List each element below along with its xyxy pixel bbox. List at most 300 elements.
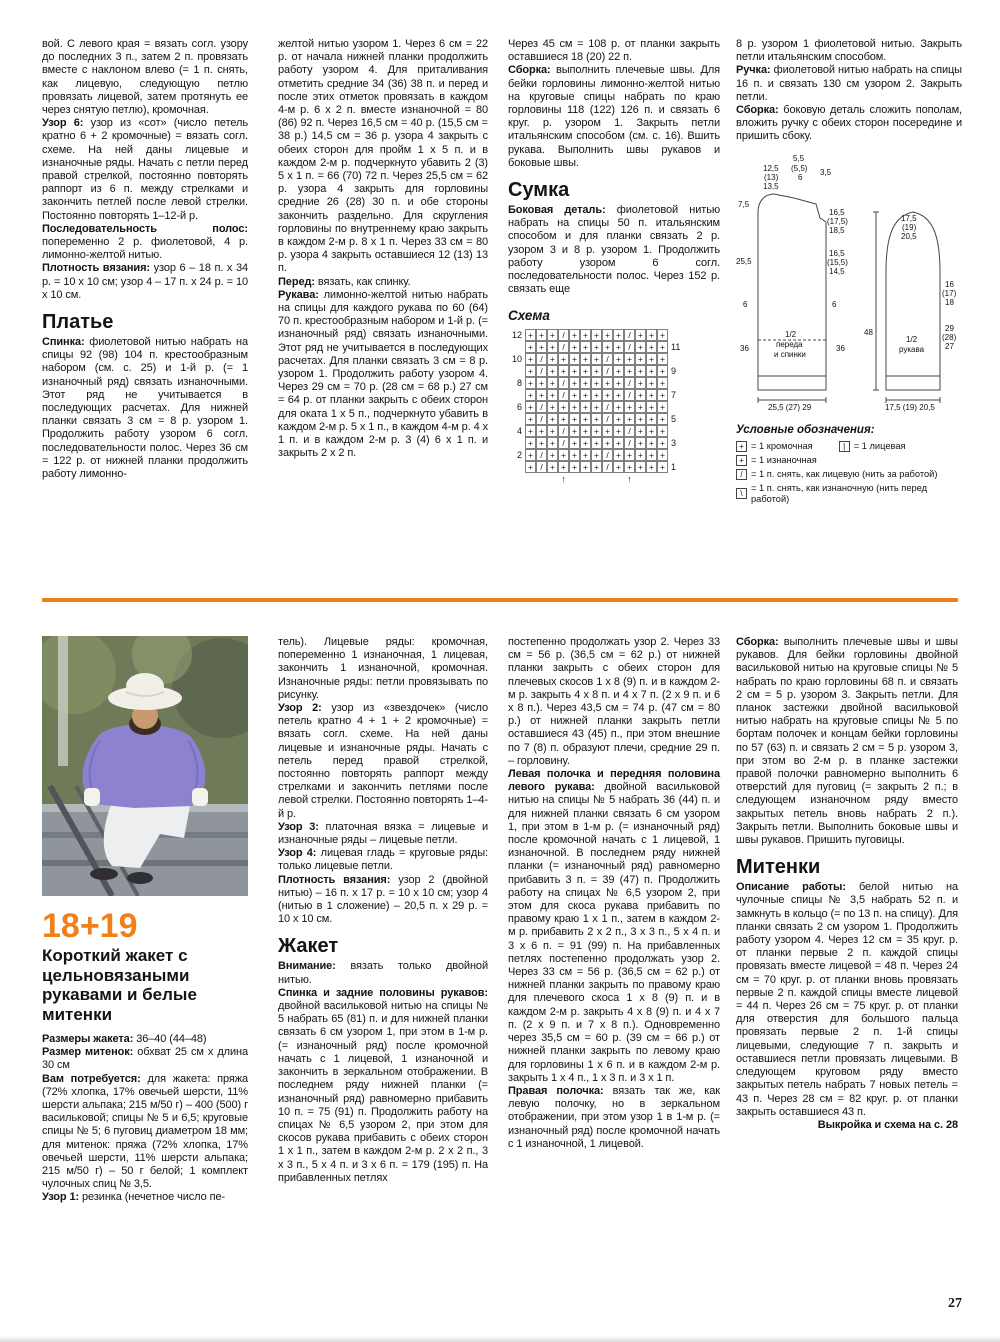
chart-row-number-right: 9	[671, 366, 677, 377]
measurement-label: 1/2	[906, 334, 918, 344]
chart-row	[510, 401, 720, 413]
paragraph-lead: Плотность вязания:	[278, 873, 391, 886]
photo-mitt	[84, 788, 100, 806]
chart-cell: /	[624, 329, 635, 341]
chart-cell: /	[602, 401, 613, 413]
chart-cell: +	[525, 353, 536, 365]
measurement-label: 36	[836, 343, 845, 353]
chart-cell: +	[624, 413, 635, 425]
chart-arrow-pad	[510, 474, 525, 486]
chart-row	[510, 329, 720, 341]
section-divider	[42, 598, 958, 602]
chart-cell: +	[547, 413, 558, 425]
chart-row	[510, 437, 720, 449]
chart-cell: +	[635, 341, 646, 353]
paragraph: Спинка и задние половины рукавов: двойной васильковой нитью на спицы № 5 набрать 65 (81) п. и для нижней планки связать 6 см узором 1, при этом в 1-м р. (= изнаночный ряд) после кромочной начать с 1 лицевой, 1 изнаночной и закончить в зеркальном отображении. В последнем ряду нижней планки (= изнаночный ряд) равномерно прибавить 10 п. = 75 (91) п. Продолжить работу на спицах № 6,5 узором 2, при этом для скосов рукава прибавить с обеих сторон 1 х 1 п., затем в каждом 2-м р. 2 х 2 п., 3 х 3 п., 5 х 4 п. и 3 х 6 п. = 179 (195) п. На прибавленных петлях	[278, 986, 488, 1184]
chart-cell: +	[569, 365, 580, 377]
photo-cardigan	[83, 724, 206, 808]
legend-symbol-icon: +	[736, 441, 747, 452]
paragraph: Спинка: фиолетовой нитью набрать на спицы 92 (98) 104 п. крестообразным набором (см. с. 25) и 1-й р. (= 1 изнаночный ряд) связать изнаночными. Этот ряд не учитывается в последующих расчетах. Для нижней планки связать 3 см = 8 р. узором 1. Продолжить работу узором 6 согл. последовательности полос. Через 36 см = 122 р. от нижней планки продолжить работу лимонно-	[42, 336, 248, 481]
chart-cell: +	[569, 437, 580, 449]
chart-row-number-right	[668, 449, 683, 461]
paragraph-lead: Узор 1:	[42, 1191, 80, 1204]
paragraph: Выкройка и схема на с. 28	[817, 1118, 958, 1131]
paragraph-lead: Узор 4:	[278, 847, 317, 860]
paragraph: Узор 3: платочная вязка = лицевые и изнаночные ряды – лицевые петли.	[278, 820, 488, 847]
chart-cell: +	[547, 365, 558, 377]
chart-cell: +	[657, 425, 668, 437]
paragraph: постепенно продолжать узор 2. Через 33 см = 56 р. (36,5 см = 62 р.) от нижней планки закрыть с обеих сторон для плечевых скосов 1 х 8 (9) п. и в каждом 2-м р. закрыть 4 х 8 п. и 4 х 7 п. (2 х 9 п. и 6 х 8 п.). Через 43,5 см = 74 р. (47 см = 80 р.) от нижней планки закрыть петли оставшиеся 43 (45) п., при этом внешние по 7 (8) п. образуют плечи, средние 29 п. – горловину.	[508, 636, 720, 767]
chart-cell: +	[569, 425, 580, 437]
chart-cell: +	[657, 329, 668, 341]
photo-shoe	[90, 868, 118, 880]
raport-arrow-icon	[536, 474, 547, 486]
chart-cell: +	[657, 377, 668, 389]
measurement-label: 36	[740, 343, 749, 353]
legend-label: = 1 изнаночная	[751, 454, 817, 465]
paragraph-lead: Описание работы:	[736, 881, 846, 894]
chart-row-number-left: 8	[516, 378, 522, 389]
chart-row	[510, 341, 720, 353]
chart-row-number-left	[510, 413, 525, 425]
chart-cell: +	[569, 329, 580, 341]
chart-cell: +	[580, 437, 591, 449]
paragraph: Размеры жакета: 36–40 (44–48)	[42, 1033, 207, 1045]
chart-row-number-left	[510, 437, 525, 449]
paragraph: Правая полочка: вязать так же, как левую полочку, но в зеркальном отображении, при этом узор 1 в 1-м р. (= изнаночный ряд) после кромочной начать с 1 изнаночной, 1 лицевой.	[508, 1084, 720, 1150]
chart-cell: /	[558, 329, 569, 341]
chart-cell: +	[635, 413, 646, 425]
legend-symbol-icon: +	[736, 455, 747, 466]
chart-cell: +	[591, 449, 602, 461]
chart-cell: +	[635, 437, 646, 449]
chart-cell: +	[613, 401, 624, 413]
chart-row-number-right	[668, 377, 683, 389]
chart-cell: /	[602, 365, 613, 377]
paragraph: Перед: вязать, как спинку.	[278, 275, 411, 288]
chart-row-number-right: 7	[671, 390, 677, 401]
measurement-label: 25,5 (27) 29	[768, 402, 812, 412]
chart-cell: /	[602, 353, 613, 365]
raport-arrow-icon	[580, 474, 591, 486]
chart-cell: +	[602, 437, 613, 449]
chart-cell: +	[580, 461, 591, 473]
paragraph: Узор 1: резинка (нечетное число пе-	[42, 1191, 226, 1204]
chart-row-number-right	[668, 425, 683, 437]
chart-cell: +	[547, 425, 558, 437]
chart-cell: +	[536, 377, 547, 389]
chart-cell: +	[580, 401, 591, 413]
paragraph-lead: Узор 3:	[278, 820, 319, 833]
chart-cell: +	[635, 389, 646, 401]
chart-cell: +	[591, 461, 602, 473]
legend-label: = 1 лицевая	[853, 440, 906, 451]
paragraph: Рукава: лимонно-желтой нитью набрать на спицы для каждого рукава по 60 (64) 70 п. крестообразным набором и 1-й р. (= изнаночный ряд) связать изнаночными. Этот ряд не учитывается в последующих расчетах. Для планки связать 3 см = 8 р. узором 1. Продолжить работу узором 4. Через 29 см = 70 р. (28 см = 68 р.) 27 см = 64 р. от планки закрыть с обеих сторон для оката 1 х 5 п., подчеркнуто убавить в каждом 2-м р. 5 х 1 п., в каждом 4-м р. 4 х 1 п. и в каждом 2-м р. 3 (4) 6 х 1 п. и закрыть 2 х 2 п.	[278, 288, 488, 460]
chart-cell: +	[591, 341, 602, 353]
measurement-label: 12,5	[763, 163, 779, 173]
raport-arrow-icon	[547, 474, 558, 486]
chart-cell: +	[646, 341, 657, 353]
measurement-label: 25,5	[736, 256, 752, 266]
chart-cell: +	[558, 449, 569, 461]
pattern-title: Короткий жакет с цельновязаными рукавами и белые митенки	[42, 946, 197, 1024]
schema-title: Схема	[508, 308, 550, 324]
chart-cell: +	[646, 401, 657, 413]
chart-cell: +	[591, 353, 602, 365]
schematic-front-back-piece	[758, 194, 826, 390]
paragraph-lead: Вам потребуется:	[42, 1072, 141, 1085]
paragraph-lead: Сборка:	[736, 104, 779, 117]
chart-row	[510, 461, 720, 473]
chart-cell: +	[646, 389, 657, 401]
measurement-label: 16,5	[829, 207, 845, 217]
chart-row-number-right	[668, 401, 683, 413]
paragraph-lead: Узор 2:	[278, 702, 322, 715]
chart-cell: +	[536, 341, 547, 353]
measurement-label: 13,5	[763, 181, 779, 191]
chart-cell: +	[558, 401, 569, 413]
raport-arrow-icon	[635, 474, 646, 486]
measurement-label: 1/2	[785, 329, 797, 339]
paragraph-lead: Спинка и задние половины рукавов:	[278, 986, 488, 999]
chart-row-number-right	[668, 353, 683, 365]
chart-cell: +	[602, 377, 613, 389]
measurement-label: и спинки	[774, 349, 806, 359]
chart-cell: /	[624, 389, 635, 401]
bottom-column-4	[736, 636, 958, 1132]
measurement-label: (19)	[902, 222, 917, 232]
raport-arrow-icon	[569, 474, 580, 486]
chart-cell: +	[580, 449, 591, 461]
chart-row	[510, 449, 720, 461]
chart-cell: +	[657, 401, 668, 413]
chart-cell: +	[657, 341, 668, 353]
chart-cell: +	[558, 365, 569, 377]
chart-cell: +	[624, 449, 635, 461]
chart-cell: +	[635, 353, 646, 365]
chart-row-number-left	[510, 389, 525, 401]
chart-cell: +	[580, 425, 591, 437]
chart-cell: /	[602, 461, 613, 473]
measurement-label: 16,5	[829, 248, 845, 258]
legend-label: = 1 кромочная	[751, 440, 813, 451]
chart-cell: +	[613, 341, 624, 353]
chart-row	[510, 425, 720, 437]
chart-cell: +	[569, 413, 580, 425]
paragraph: Сборка: выполнить плечевые швы и швы рукавов. Для бейки горловины двойной васильковой нитью на круговые спицы № 5 набрать по краю горловины 68 п. и связать 2 см = 5 р. узором 3. Закрыть петли. Для планок застежки двойной васильковой нитью набрать на круговые спицы № 5 по бортам полочек и концам бейки горловины по 57 (63) п. и связать 2 см = 5 р. узором 3, при этом во 2-м р. в планке застежки правой полочки равномерно выполнить 6 отверстий для пуговиц (= закрыть 2 п.; в следующем изнаночном ряду вместо закрытых петель вновь набрать 2 п.). Закрыть петли. Выполнить боковые швы и швы рукавов. Пришить пуговицы.	[736, 636, 958, 847]
chart-cell: +	[569, 389, 580, 401]
chart-cell: +	[569, 449, 580, 461]
paragraph-lead: Левая полочка и передняя половина левого рукава:	[508, 768, 720, 794]
paragraph-lead: Сборка:	[508, 64, 551, 77]
chart-cell: /	[624, 377, 635, 389]
paragraph: Ручка: фиолетовой нитью набрать на спицы 16 п. и связать 130 см узором 2. Закрыть петли.	[736, 64, 962, 103]
measurement-label: 17,5 (19) 20,5	[885, 402, 935, 412]
paragraph: Плотность вязания: узор 2 (двойной нитью) – 16 п. х 17 р. = 10 х 10 см; узор 4 (нитью в 1 сложение) – 20,5 п. х 29 р. = 10 х 10 см.	[278, 873, 488, 926]
pattern-photo	[42, 636, 248, 896]
chart-cell: +	[547, 377, 558, 389]
chart-row-number-left	[510, 341, 525, 353]
chart-row	[510, 377, 720, 389]
paragraph: Внимание: вязать только двойной нитью.	[278, 960, 488, 986]
chart-cell: +	[525, 389, 536, 401]
chart-cell: +	[602, 341, 613, 353]
top-column-2	[278, 38, 488, 461]
paragraph: Сборка: выполнить плечевые швы. Для бейки горловины лимонно-желтой нитью на круговые спицы набрать по краю горловины 118 (122) 126 п. и связать 6 круг. р. узором 1. Закрыть петли итальянским способом (см. с. 16). Вшить рукава. Выполнить швы рукавов и боковые швы.	[508, 64, 720, 169]
knitting-chart	[510, 329, 720, 486]
chart-cell: +	[525, 425, 536, 437]
chart-cell: +	[613, 461, 624, 473]
paragraph-lead: Рукава:	[278, 288, 319, 301]
chart-cell: /	[624, 341, 635, 353]
measurement-label: 14,5	[829, 266, 845, 276]
chart-cell: /	[536, 413, 547, 425]
chart-cell: +	[525, 341, 536, 353]
measurement-label: 6	[798, 172, 803, 182]
section-heading: Митенки	[736, 856, 821, 879]
section-heading: Жакет	[278, 935, 339, 958]
chart-cell: +	[580, 329, 591, 341]
chart-cell: /	[602, 413, 613, 425]
chart-cell: +	[536, 329, 547, 341]
chart-cell: +	[657, 449, 668, 461]
page-number: 27	[948, 1296, 962, 1311]
chart-cell: +	[580, 413, 591, 425]
paragraph: Описание работы: белой нитью на чулочные спицы № 3,5 набрать 52 п. и замкнуть в кольцо (= по 13 п. на спицу). Для планки связать 2 см узором 1. Продолжить работу узором 4. Через 12 см = 35 круг. р. от планки первые 2 п. каждой спицы провязать вместе лицевой = 48 п. Через 24 см = 70 круг. р. от планки вновь провязать первые 2 п. каждой спицы вместе лицевой = 44 п. Через 26 см = 75 круг. р. от планки для отверстия для большого пальца провязать первые 2 п. 1-й спицы лицевыми, следующие 7 п. закрыть и оставшиеся петли провязать лицевыми. В следующем круговом ряду вместо закрытых петель набрать 7 новых петель = 43 п. Через 28 см = 82 круг. р. от планки закрыть оставшиеся 43 п.	[736, 881, 958, 1118]
chart-cell: +	[580, 377, 591, 389]
chart-cell: +	[602, 389, 613, 401]
chart-cell: /	[624, 425, 635, 437]
legend-symbol-icon: |	[839, 441, 850, 452]
legend-title: Условные обозначения:	[736, 423, 875, 436]
chart-cell: +	[591, 389, 602, 401]
chart-cell: +	[613, 353, 624, 365]
chart-cell: +	[613, 365, 624, 377]
chart-cell: +	[657, 389, 668, 401]
bottom-column-1	[42, 636, 248, 1205]
chart-cell: +	[646, 365, 657, 377]
chart-cell: +	[591, 377, 602, 389]
chart-cell: +	[635, 401, 646, 413]
chart-cell: +	[591, 437, 602, 449]
chart-cell: +	[613, 449, 624, 461]
chart-cell: +	[525, 377, 536, 389]
measurement-label: 5,5	[793, 153, 805, 163]
chart-row-number-right: 11	[671, 342, 681, 353]
legend-row	[736, 469, 962, 480]
measurement-label: 27	[945, 341, 954, 351]
raport-arrow-icon	[525, 474, 536, 486]
chart-cell: +	[613, 389, 624, 401]
chart-cell: +	[569, 341, 580, 353]
chart-cell: +	[547, 461, 558, 473]
measurement-label: (28)	[942, 332, 957, 342]
paragraph: Узор 2: узор из «звездочек» (число петель кратно 4 + 1 + 2 кромочные) = вязать согл. схеме. На ней даны лицевые и изнаночные ряды. Начать с петель перед правой стрелкой, постоянно повторять раппорт между стрелками и закончить петлями после левой стрелки. Постоянно повторять 1–4-й р.	[278, 702, 488, 820]
paragraph: Узор 4: лицевая гладь = круговые ряды: только лицевые петли.	[278, 847, 488, 873]
measurement-label: 18	[945, 297, 954, 307]
raport-arrow-icon	[657, 474, 668, 486]
chart-cell: +	[646, 329, 657, 341]
chart-cell: +	[613, 437, 624, 449]
page-edge-shadow	[0, 1336, 1000, 1342]
chart-cell: +	[547, 389, 558, 401]
legend	[736, 424, 962, 505]
measurement-label: 17,5	[901, 213, 917, 223]
paragraph: 8 р. узором 1 фиолетовой нитью. Закрыть петли итальянским способом.	[736, 38, 962, 64]
paragraph-lead: Сборка:	[736, 636, 779, 648]
measurement-label: (17)	[942, 288, 957, 298]
chart-cell: +	[624, 461, 635, 473]
paragraph-lead: Ручка:	[736, 64, 771, 77]
chart-row-number-left	[510, 461, 525, 473]
bottom-column-3	[508, 636, 720, 1151]
paragraph: Левая полочка и передняя половина левого рукава: двойной васильковой нитью на спицы № 5 набрать 36 (44) п. и для нижней планки связать 6 см узором 1, при этом в 1-м р. (= изнаночный ряд) после кромочной начать с 1 лицевой, 1 изнаночной. В последнем ряду нижней планки (= изнаночный ряд) равномерно прибавить 3 п. = 39 (47) п. Продолжить работу на спицах № 6,5 узором 2, при этом для скоса рукава прибавить по правому краю 1 х 1 п., затем в каждом 2-м р. прибавить 2 х 2 п., 3 х 3 п., 5 х 4 п. и 3 х 6 п. = 91 (99) п. На прибавленных петлях постепенно продолжать узор 2. Через 33 см = 56 р. (36,5 см = 62 р.) от нижней планки закрыть по правому краю для плечевого скоса 1 х 8 (9) п. и в каждом 2-м р. закрыть 4 х 8 (9) п. и 4 х 7 п. (2 х 9 п. и 7 х 8 п.). Одновременно через 35,5 см = 60 р. (39 см = 66 р.) от нижней планки закрыть по левому краю для горловины 1 х 6 п. и в каждом 2-м р. закрыть 1 х 4 п., 1 х 3 п. и 3 х 1 п.	[508, 768, 720, 1084]
legend-label: = 1 п. снять, как изнаночную (нить перед работой)	[751, 482, 928, 504]
chart-row-number-left	[510, 365, 525, 377]
chart-cell: +	[580, 341, 591, 353]
photo-pole	[58, 636, 68, 766]
chart-cell: +	[558, 461, 569, 473]
chart-cell: +	[657, 461, 668, 473]
paragraph: Боковая деталь: фиолетовой нитью набрать на спицы 50 п. итальянским способом и для планки связать 2 р. узором 3 и 8 р. узором 1. Продолжить работу узором 6 согл. последовательности полос. Через 152 р. связать еще	[508, 204, 720, 296]
measurement-label: 48	[864, 327, 873, 337]
paragraph-lead: Внимание:	[278, 960, 336, 973]
chart-cell: +	[635, 461, 646, 473]
chart-row	[510, 413, 720, 425]
section-heading: Сумка	[508, 179, 570, 202]
chart-cell: /	[558, 437, 569, 449]
measurement-label: 18,5	[829, 225, 845, 235]
paragraph: Через 45 см = 108 р. от планки закрыть оставшиеся 18 (20) 22 п.	[508, 38, 720, 64]
chart-cell: +	[646, 425, 657, 437]
chart-cell: +	[646, 461, 657, 473]
paragraph-lead: Плотность вязания:	[42, 262, 150, 275]
chart-cell: +	[591, 425, 602, 437]
measurement-label: рукава	[899, 344, 925, 354]
measurement-label: 6	[832, 299, 837, 309]
chart-cell: +	[635, 449, 646, 461]
raport-arrow-icon: ↑	[558, 474, 569, 486]
chart-cell: +	[635, 377, 646, 389]
chart-cell: +	[525, 365, 536, 377]
chart-cell: +	[580, 389, 591, 401]
chart-cell: +	[525, 437, 536, 449]
chart-cell: +	[613, 329, 624, 341]
measurement-label: (13)	[764, 172, 779, 182]
chart-cell: /	[558, 389, 569, 401]
chart-cell: +	[569, 377, 580, 389]
paragraph: Плотность вязания: узор 6 – 18 п. х 34 р. = 10 х 10 см; узор 4 – 17 п. х 24 р. = 10 х 10 см.	[42, 262, 248, 301]
chart-cell: +	[657, 413, 668, 425]
pattern-schematic	[736, 152, 962, 418]
chart-cell: +	[646, 377, 657, 389]
col1-text	[42, 1033, 248, 1205]
chart-cell: +	[602, 329, 613, 341]
legend-row	[736, 483, 962, 505]
chart-cell: +	[536, 437, 547, 449]
measurement-label: (15,5)	[827, 257, 848, 267]
chart-cell: +	[657, 437, 668, 449]
chart-cell: +	[569, 461, 580, 473]
measurement-label: 16	[945, 279, 954, 289]
paragraph-lead: Перед:	[278, 275, 315, 288]
legend-row	[736, 441, 962, 452]
paragraph-lead: Узор 6:	[42, 117, 84, 130]
chart-cell: /	[536, 401, 547, 413]
chart-row-number-right	[668, 329, 683, 341]
paragraph-lead: Правая полочка:	[508, 1084, 604, 1097]
paragraph: тель). Лицевые ряды: кромочная, попеременно 1 изнаночная, 1 лицевая, закончить 1 изнаночной, кромочная. Изнаночные ряды: петли провязывать по рисунку.	[278, 636, 488, 701]
col4-text	[736, 38, 962, 144]
paragraph-lead: Последовательность полос:	[42, 222, 248, 235]
chart-cell: +	[591, 365, 602, 377]
chart-cell: +	[624, 401, 635, 413]
measurement-label: (5,5)	[791, 163, 808, 173]
measurement-label: переда	[776, 339, 803, 349]
chart-raport-arrows	[510, 474, 720, 486]
chart-cell: +	[624, 353, 635, 365]
chart-row-number-right: 3	[671, 438, 677, 449]
chart-cell: +	[646, 353, 657, 365]
chart-cell: +	[580, 365, 591, 377]
paragraph: Узор 6: узор из «сот» (число петель кратно 6 + 2 кромочные) = вязать согл. схеме. На ней даны лицевые и изнаночные ряды. Начать с петли перед правой стрелкой, постоянно повторять раппорт из 6 п. между стрелками и закончить петлей после левой стрелки. Постоянно повторять 1–12-й р.	[42, 117, 248, 222]
chart-row-number-left: 4	[516, 426, 522, 437]
raport-arrow-icon	[591, 474, 602, 486]
chart-row-number-left: 6	[516, 402, 522, 413]
schematic-drawing	[736, 152, 962, 414]
measurement-label: 7,5	[738, 199, 750, 209]
paragraph: желтой нитью узором 1. Через 6 см = 22 р. от начала нижней планки продолжить работу узором 4. Для приталивания отметить средние 34 (36) 38 п. и перед и после этих отметок провязать в каждом 4-м р. 6 х 2 п. вместе изнаночной = 80 (86) 92 п. Через 16,5 см = 40 р. (15,5 см = 38 р.) 14,5 см = 36 р. узора 4 закрыть с обеих сторон для пройм 1 х 5 п. и в каждом 2-м р. подчеркнуто убавить 2 (3) 5 х 1 п. = 66 (70) 72 п. Через 25,5 см = 62 р. узора 4 закрыть для горловины средние 26 (28) 30 п. и обе стороны закончить раздельно. Для скругления горловины по внутреннему краю закрыть в каждом 2-м р. 8 х 1 п. Через 33 см = 80 р. узора 4 закрыть оставшиеся 12 (13) 13 п.	[278, 38, 488, 275]
chart-cell: +	[657, 365, 668, 377]
chart-row-number-right: 5	[671, 414, 677, 425]
chart-cell: +	[635, 365, 646, 377]
measurement-label: (17,5)	[827, 216, 848, 226]
chart-cell: +	[613, 377, 624, 389]
legend-symbol-icon: \	[736, 488, 747, 499]
chart-cell: +	[547, 329, 558, 341]
chart-cell: +	[525, 461, 536, 473]
chart-cell: +	[613, 413, 624, 425]
chart-cell: +	[558, 353, 569, 365]
raport-arrow-icon	[613, 474, 624, 486]
legend-label: = 1 п. снять, как лицевую (нить за работой)	[751, 468, 938, 479]
chart-cell: /	[602, 449, 613, 461]
chart-cell: +	[547, 437, 558, 449]
paragraph: вой. С левого края = вязать согл. узору до последних 3 п., затем 2 п. провязать вместе с наклоном влево (= 1 п. снять, как лицевую, следующую петлю провязать лицевой, затем протянуть ее через снятую петлю), кромочная.	[42, 38, 248, 117]
chart-row-number-left: 12	[511, 330, 522, 341]
chart-cell: +	[580, 353, 591, 365]
chart-cell: +	[591, 413, 602, 425]
chart-cell: +	[525, 449, 536, 461]
chart-row-number-left: 10	[511, 354, 522, 365]
paragraph: Последовательность полос: попеременно 2 р. фиолетовой, 4 р. лимонно-желтой нитью.	[42, 222, 248, 262]
raport-arrow-icon	[646, 474, 657, 486]
chart-row-number-left: 2	[516, 450, 522, 461]
chart-cell: +	[536, 389, 547, 401]
chart-cell: +	[569, 353, 580, 365]
paragraph: Вам потребуется: для жакета: пряжа (72% хлопка, 17% овечьей шерсти, 11% шерсти альпака; 215 м/50 г) – 400 (500) г васильковой; спицы № 5 и 6,5; круговые спицы № 5; 6 пуговиц диаметром 18 мм; для митенок: пряжа (72% хлопка, 17% овечьей шерсти, 11% шерсти альпака; 215 м/50 г) – 50 г белой; 1 комплект чулочных спиц № 3,5.	[42, 1072, 248, 1191]
chart-row	[510, 353, 720, 365]
pattern-number: 18+19	[42, 907, 138, 945]
chart-cell: /	[558, 377, 569, 389]
chart-cell: +	[591, 401, 602, 413]
measurement-label: 3,5	[820, 167, 832, 177]
paragraph-lead: Спинка:	[42, 336, 85, 349]
chart-cell: +	[547, 353, 558, 365]
chart-cell: +	[525, 413, 536, 425]
chart-cell: +	[536, 425, 547, 437]
measurement-label: 6	[743, 299, 748, 309]
